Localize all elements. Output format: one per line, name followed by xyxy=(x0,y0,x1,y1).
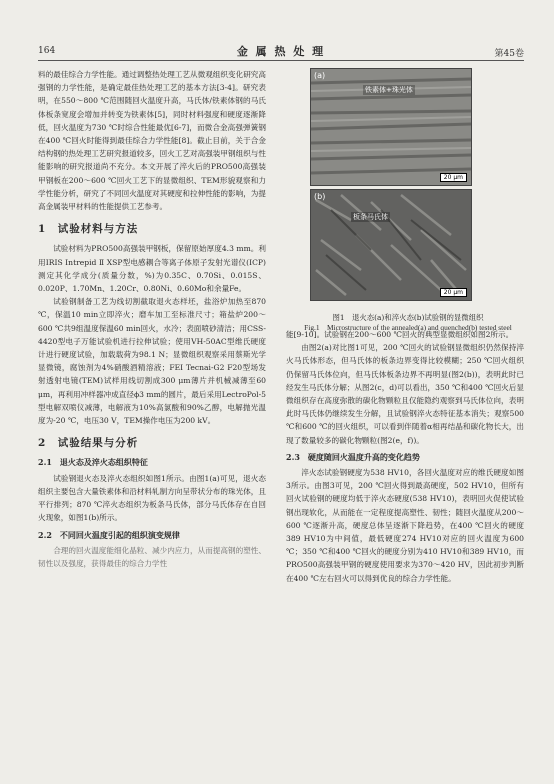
hardness-paragraph: 淬火态试验钢硬度为538 HV10，各回火温度对应的维氏硬度如图3所示。由图3可见，200 ℃回火得到最高硬度，502 HV10，但所有回火试验钢的硬度均低于淬火态硬度(538 HV10)，表明回火促使试验钢出现软化，从而能在一定程度提高塑性、韧性；随回火温度从200～600 ℃逐渐升高，硬度总体呈逐渐下降趋势，在400 ℃回火的硬度389 HV10为中间值，最低硬度274 HV10对应的回火温度为600 ℃；350 ℃和400 ℃回火的硬度分别为410 HV10和389 HV10，而PRO500高强装甲钢的硬度使用要求为370～420 HV，因此初步判断在400 ℃左右回火可以得到优良的综合力学性能。 xyxy=(286,468,524,583)
micrograph-panel-a xyxy=(310,68,472,186)
tempered-structure-paragraph: 由图2(a)对比图1可见，200 ℃回火的试验钢显微组织仍然保持淬火马氏体形态，但马氏体的板条边界变得比较模糊；250 ℃回火组织仍保留马氏体位向，但马氏体板条边界不再明显(图2(b))，表明此时已经发生马氏体分解；从图2(c，d)可以看出，350 ℃和400 ℃回火后显微组织存在高度弥散的碳化物颗粒且仅能隐约观察到马氏体位向，表明此时马氏体仍继续发生分解，且试验钢淬火态特征基本消失；观察500 ℃和600 ℃的回火组织，可以看到伴随着α相再结晶和碳化物长大，出现了数量较多的碳化物颗粒(图2(e，f))。 xyxy=(286,343,524,445)
scale-bar-a: 20 μm xyxy=(440,173,467,182)
subsection-2-1-heading: 2.1 退火态及淬火态组织特征 xyxy=(38,457,148,468)
materials-paragraph: 试验材料为PRO500高强装甲钢板，保留原始厚度4.3 mm。利用IRIS Intrepid Ⅱ XSP型电感耦合等离子体原子发射光谱仪(ICP)测定其化学成分(质量分数，%)为0.35C、0.70Si、0.015S、0.020P、1.70Mn、1.20Cr、0.80Ni、0.60Mo和余量Fe。 xyxy=(38,244,266,294)
figure-1 xyxy=(310,68,470,304)
panel-a-label: (a) xyxy=(314,71,326,80)
volume-label: 第45卷 xyxy=(494,49,524,59)
micrograph-panel-b xyxy=(310,189,472,301)
journal-title: 金 属 热 处 理 xyxy=(236,45,326,58)
right-column xyxy=(286,328,524,585)
caption-english: Fig.1 Microstructure of the annealed(a) and quenched(b) tested steel xyxy=(304,323,512,332)
micrograph-b-texture xyxy=(311,190,471,300)
intro-paragraph: 料的最佳综合力学性能。通过调整热处理工艺从微观组织变化研究高强钢的力学性能，是确定最佳热处理工艺的基本方法[3-4]。研究表明，在550～800 ℃范围随回火温度升高，马氏体/铁素体钢的马氏体板条宽度会增加并转变为铁素体[5]，同时材料强度和硬度逐渐降低，回火温度为730 ℃时综合性能最优[6-7]，而微合金高强弹簧钢在400 ℃回火时能得到最佳综合力学性能[8]。截止目前，关于合金结构钢的热处理工艺研究报道较多，回火工艺对高强装甲钢组织与性能影响的研究报道尚不充分。本文开展了淬火后的PRO500高强装甲钢板在200～600 ℃回火工艺下的显微组织、TEM形貌观察和力学性能分析，研究了不同回火温度对其硬度和拉伸性能的影响，为提高金属装甲材料的性能提供工艺参考。 xyxy=(38,70,266,212)
subsection-2-2-heading: 2.2 不同回火温度引起的组织演变规律 xyxy=(38,529,180,540)
section-1-heading: 1 试验材料与方法 xyxy=(38,223,139,236)
tempering-paragraph: 合理的回火温度能细化晶粒、减少内应力，从而提高钢的塑性、韧性以及强度，获得最佳的综合力学性 xyxy=(38,545,266,568)
left-column xyxy=(38,68,266,570)
continuation-paragraph: 能[9-10]。试验钢在200～600 ℃回火的典型显微组织如图2所示。 xyxy=(286,330,514,339)
panel-a-annotation: 铁素体+珠光体 xyxy=(365,86,413,94)
section-2-heading: 2 试验结果与分析 xyxy=(38,437,139,450)
subsection-2-3-heading: 2.3 硬度随回火温度升高的变化趋势 xyxy=(286,451,420,462)
caption-chinese: 图1 退火态(a)和淬火态(b)试验钢的显微组织 xyxy=(332,313,484,322)
scale-bar-b: 20 μm xyxy=(440,288,467,297)
panel-b-annotation: 板条马氏体 xyxy=(353,213,388,221)
microstructure-paragraph: 试验钢退火态及淬火态组织如图1所示。由图1(a)可见，退火态组织主要包含大量铁素体和沿材料轧制方向呈带状分布的珠光体，且平行排列；870 ℃淬火态组织为板条马氏体，部分马氏体存在自回火现象，如图1(b)所示。 xyxy=(38,473,266,523)
page-number: 164 xyxy=(38,46,56,56)
panel-b-label: (b) xyxy=(314,192,326,201)
running-header xyxy=(38,42,524,61)
methods-paragraph: 试验钢制备工艺为线切割截取退火态样坯，盐浴炉加热至870 ℃，保温10 min立即淬火；磨车加工至标准尺寸；箱盐炉200～600 ℃共9组温度保温60 min回火，水冷；表面喷砂清洁；用CSS-4420型电子万能试验机进行拉伸试验；使用VH-50AC型维氏硬度计进行硬度试验，加载载荷为98.1 N；显微组织观察采用蔡斯光学显微镜，腐蚀剂为4%硝酸酒精溶液；FEI Tecnai-G2 F20型场发射透射电镜(TEM)试样用线切割成300 μm薄片并机械减薄至60 μm，再利用冲样器冲成直径ϕ3 mm的圆片，最后采用LectroPol-5型电解双喷仪减薄，电解液为10%高氯酸和90%乙醇，电解抛光温度为-20 ℃，电压30 V，TEM操作电压为200 kV。 xyxy=(38,297,266,426)
